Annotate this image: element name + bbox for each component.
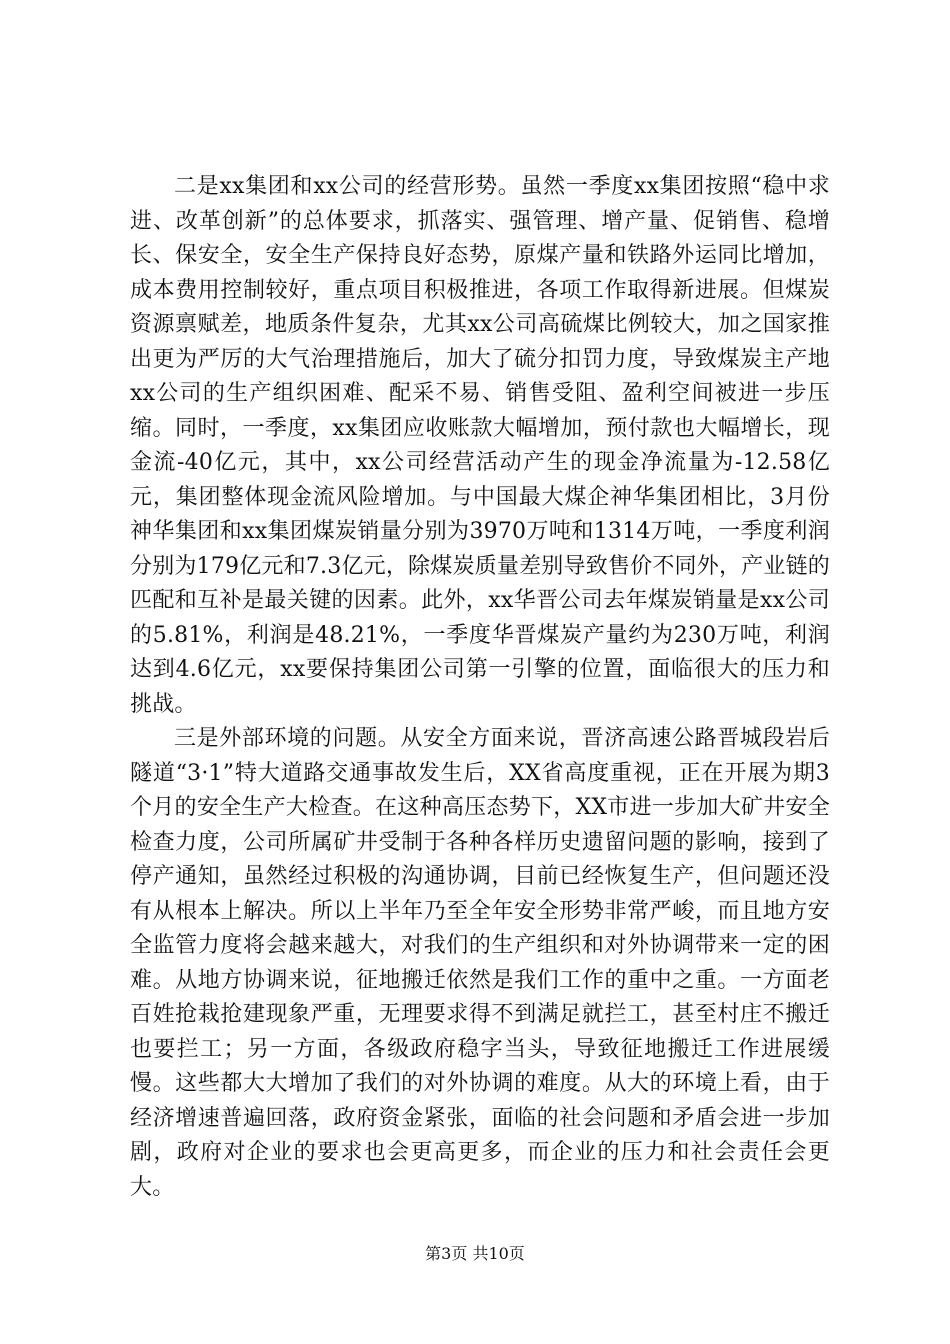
paragraph-external-environment: 三是外部环境的问题。从安全方面来说，晋济高速公路晋城段岩后隧道“3·1”特大道路交通事故发生后，XX省高度重视，正在开展为期3个月的安全生产大检查。在这种高压态势下，XX市进一步加大矿井安全检查力度，公司所属矿井受制于各种各样历史遗留问题的影响，接到了停产通知，虽然经过积极的沟通协调，目前已经恢复生产，但问题还没有从根本上解决。所以上半年乃至全年安全形势非常严峻，而且地方安全监管力度将会越来越大，对我们的生产组织和对外协调带来一定的困难。从地方协调来说，征地搬迁依然是我们工作的重中之重。一方面老百姓抢栽抢建现象严重，无理要求得不到满足就拦工，甚至村庄不搬迁也要拦工；另一方面，各级政府稳字当头，导致征地搬迁工作进展缓慢。这些都大大增加了我们的对外协调的难度。从大的环境上看，由于经济增速普遍回落，政府资金紧张，面临的社会问题和矛盾会进一步加剧，政府对企业的要求也会更高更多，而企业的压力和社会责任会更大。 xyxy=(130,726,830,1200)
paragraph-business-situation: 二是xx集团和xx公司的经营形势。虽然一季度xx集团按照“稳中求进、改革创新”的总体要求，抓落实、强管理、增产量、促销售、稳增长、保安全，安全生产保持良好态势，原煤产量和铁路外运同比增加，成本费用控制较好，重点项目积极推进，各项工作取得新进展。但煤炭资源禀赋差，地质条件复杂，尤其xx公司高硫煤比例较大，加之国家推出更为严厉的大气治理措施后，加大了硫分扣罚力度，导致煤炭主产地xx公司的生产组织困难、配采不易、销售受阻、盈利空间被进一步压缩。同时，一季度，xx集团应收账款大幅增加，预付款也大幅增长，现金流-40亿元，其中，xx公司经营活动产生的现金净流量为-12.58亿元，集团整体现金流风险增加。与中国最大煤企神华集团相比，3月份神华集团和xx集团煤炭销量分别为3970万吨和1314万吨，一季度利润分别为179亿元和7.3亿元，除煤炭质量差别导致售价不同外，产业链的匹配和互补是最关键的因素。此外，xx华晋公司去年煤炭销量是xx公司的5.81%，利润是48.21%，一季度华晋煤炭产量约为230万吨，利润达到4.6亿元，xx要保持集团公司第一引擎的位置，面临很大的压力和挑战。 xyxy=(130,174,830,717)
document-body xyxy=(130,170,830,1205)
page-number-footer: 第3页 共10页 xyxy=(425,1244,525,1263)
